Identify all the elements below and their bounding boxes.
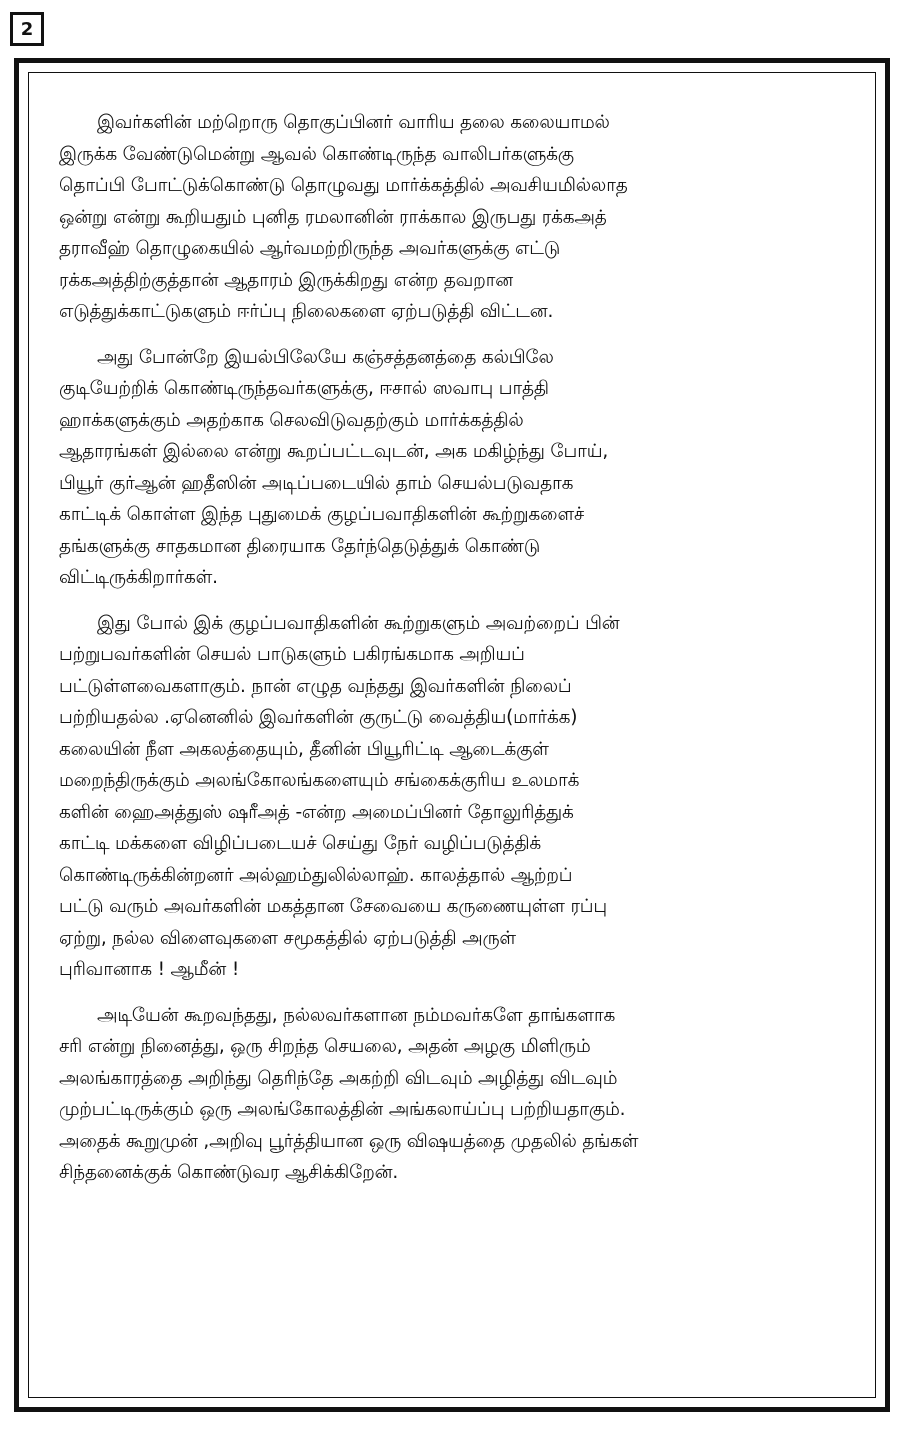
text-body (59, 107, 853, 1189)
text-line: பட்டுள்ளவைகளாகும். நான் எழுத வந்தது இவர்களின் நிலைப் (59, 675, 572, 697)
text-line: முற்பட்டிருக்கும் ஒரு அலங்கோலத்தின் அங்கலாய்ப்பு பற்றியதாகும். (59, 1099, 626, 1120)
paragraph (59, 342, 853, 594)
text-line: இருக்க வேண்டுமென்று ஆவல் கொண்டிருந்த வாலிபர்களுக்கு (59, 143, 574, 165)
text-line: கலையின் நீள அகலத்தையும், தீனின் பியூரிட்டி ஆடைக்குள் (59, 738, 549, 760)
text-line: பற்றுபவர்களின் செயல் பாடுகளும் பகிரங்கமாக அறியப் (59, 644, 525, 665)
paragraph (59, 608, 853, 986)
text-line: புரிவானாக ! ஆமீன் ! (59, 959, 240, 980)
page-number: 2 (10, 12, 44, 46)
page-border-inner (28, 72, 876, 1398)
text-line: ஏற்று, நல்ல விளைவுகளை சமூகத்தில் ஏற்படுத்தி அருள் (59, 927, 516, 949)
text-line: களின் ஹைஅத்துஸ் ஷரீஅத் -என்ற அமைப்பினர் தோலுரித்துக் (59, 801, 574, 823)
text-line: மறைந்திருக்கும் அலங்கோலங்களையும் சங்கைக்குரிய உலமாக் (59, 770, 580, 791)
text-line: கொண்டிருக்கின்றனர் அல்ஹம்துலில்லாஹ். காலத்தால் ஆற்றப் (59, 864, 573, 886)
text-line: ஒன்று என்று கூறியதும் புனித ரமலானின் ராக்கால இருபது ரக்கஅத் (59, 206, 607, 228)
text-line: அது போன்றே இயல்பிலேயே கஞ்சத்தனத்தை கல்பிலே (97, 346, 554, 368)
text-line: பட்டு வரும் அவர்களின் மகத்தான சேவையை கருணையுள்ள ரப்பு (59, 896, 607, 917)
text-line: இவர்களின் மற்றொரு தொகுப்பினர் வாரிய தலை கலையாமல் (97, 112, 610, 133)
text-line: சிந்தனைக்குக் கொண்டுவர ஆசிக்கிறேன். (59, 1162, 399, 1183)
text-line: சரி என்று நினைத்து, ஒரு சிறந்த செயலை, அதன் அழகு மிளிரும் (59, 1036, 591, 1057)
text-line: இது போல் இக் குழப்பவாதிகளின் கூற்றுகளும் அவற்றைப் பின் (97, 612, 620, 634)
text-line: பற்றியதல்ல .ஏனெனில் இவர்களின் குருட்டு வைத்திய(மார்க்க) (59, 707, 578, 728)
text-line: ஹாக்களுக்கும் அதற்காக செலவிடுவதற்கும் மார்க்கத்தில் (59, 409, 524, 431)
text-line: அதைக் கூறுமுன் ,அறிவு பூர்த்தியான ஒரு விஷயத்தை முதலில் தங்கள் (59, 1130, 639, 1152)
text-line: அலங்காரத்தை அறிந்து தெரிந்தே அகற்றி விடவும் அழித்து விடவும் (59, 1067, 618, 1089)
text-line: தங்களுக்கு சாதகமான திரையாக தேர்ந்தெடுத்துக் கொண்டு (59, 535, 541, 557)
page-border-outer (14, 58, 890, 1412)
text-line: காட்டிக் கொள்ள இந்த புதுமைக் குழப்பவாதிகளின் கூற்றுகளைச் (59, 504, 585, 525)
text-line: ரக்கஅத்திற்குத்தான் ஆதாரம் இருக்கிறது என்ற தவறான (59, 269, 513, 291)
text-line: பியூர் குர்ஆன் ஹதீஸின் அடிப்படையில் தாம் செயல்படுவதாக (59, 472, 574, 494)
text-line: அடியேன் கூறவந்தது, நல்லவர்களான நம்மவர்களே தாங்களாக (97, 1004, 616, 1026)
paragraph (59, 1000, 853, 1189)
text-line: தராவீஹ் தொழுகையில் ஆர்வமற்றிருந்த அவர்களுக்கு எட்டு (59, 238, 561, 259)
paragraph (59, 107, 853, 328)
text-line: காட்டி மக்களை விழிப்படையச் செய்து நேர் வழிப்படுத்திக் (59, 833, 542, 854)
text-line: குடியேற்றிக் கொண்டிருந்தவர்களுக்கு, ஈசால் ஸவாபு பாத்தி (59, 378, 549, 399)
text-line: தொப்பி போட்டுக்கொண்டு தொழுவது மார்க்கத்தில் அவசியமில்லாத (59, 175, 628, 196)
text-line: விட்டிருக்கிறார்கள். (59, 567, 218, 588)
text-line: எடுத்துக்காட்டுகளும் ஈர்ப்பு நிலைகளை ஏற்படுத்தி விட்டன. (59, 301, 554, 322)
text-line: ஆதாரங்கள் இல்லை என்று கூறப்பட்டவுடன், அக மகிழ்ந்து போய், (59, 441, 609, 462)
